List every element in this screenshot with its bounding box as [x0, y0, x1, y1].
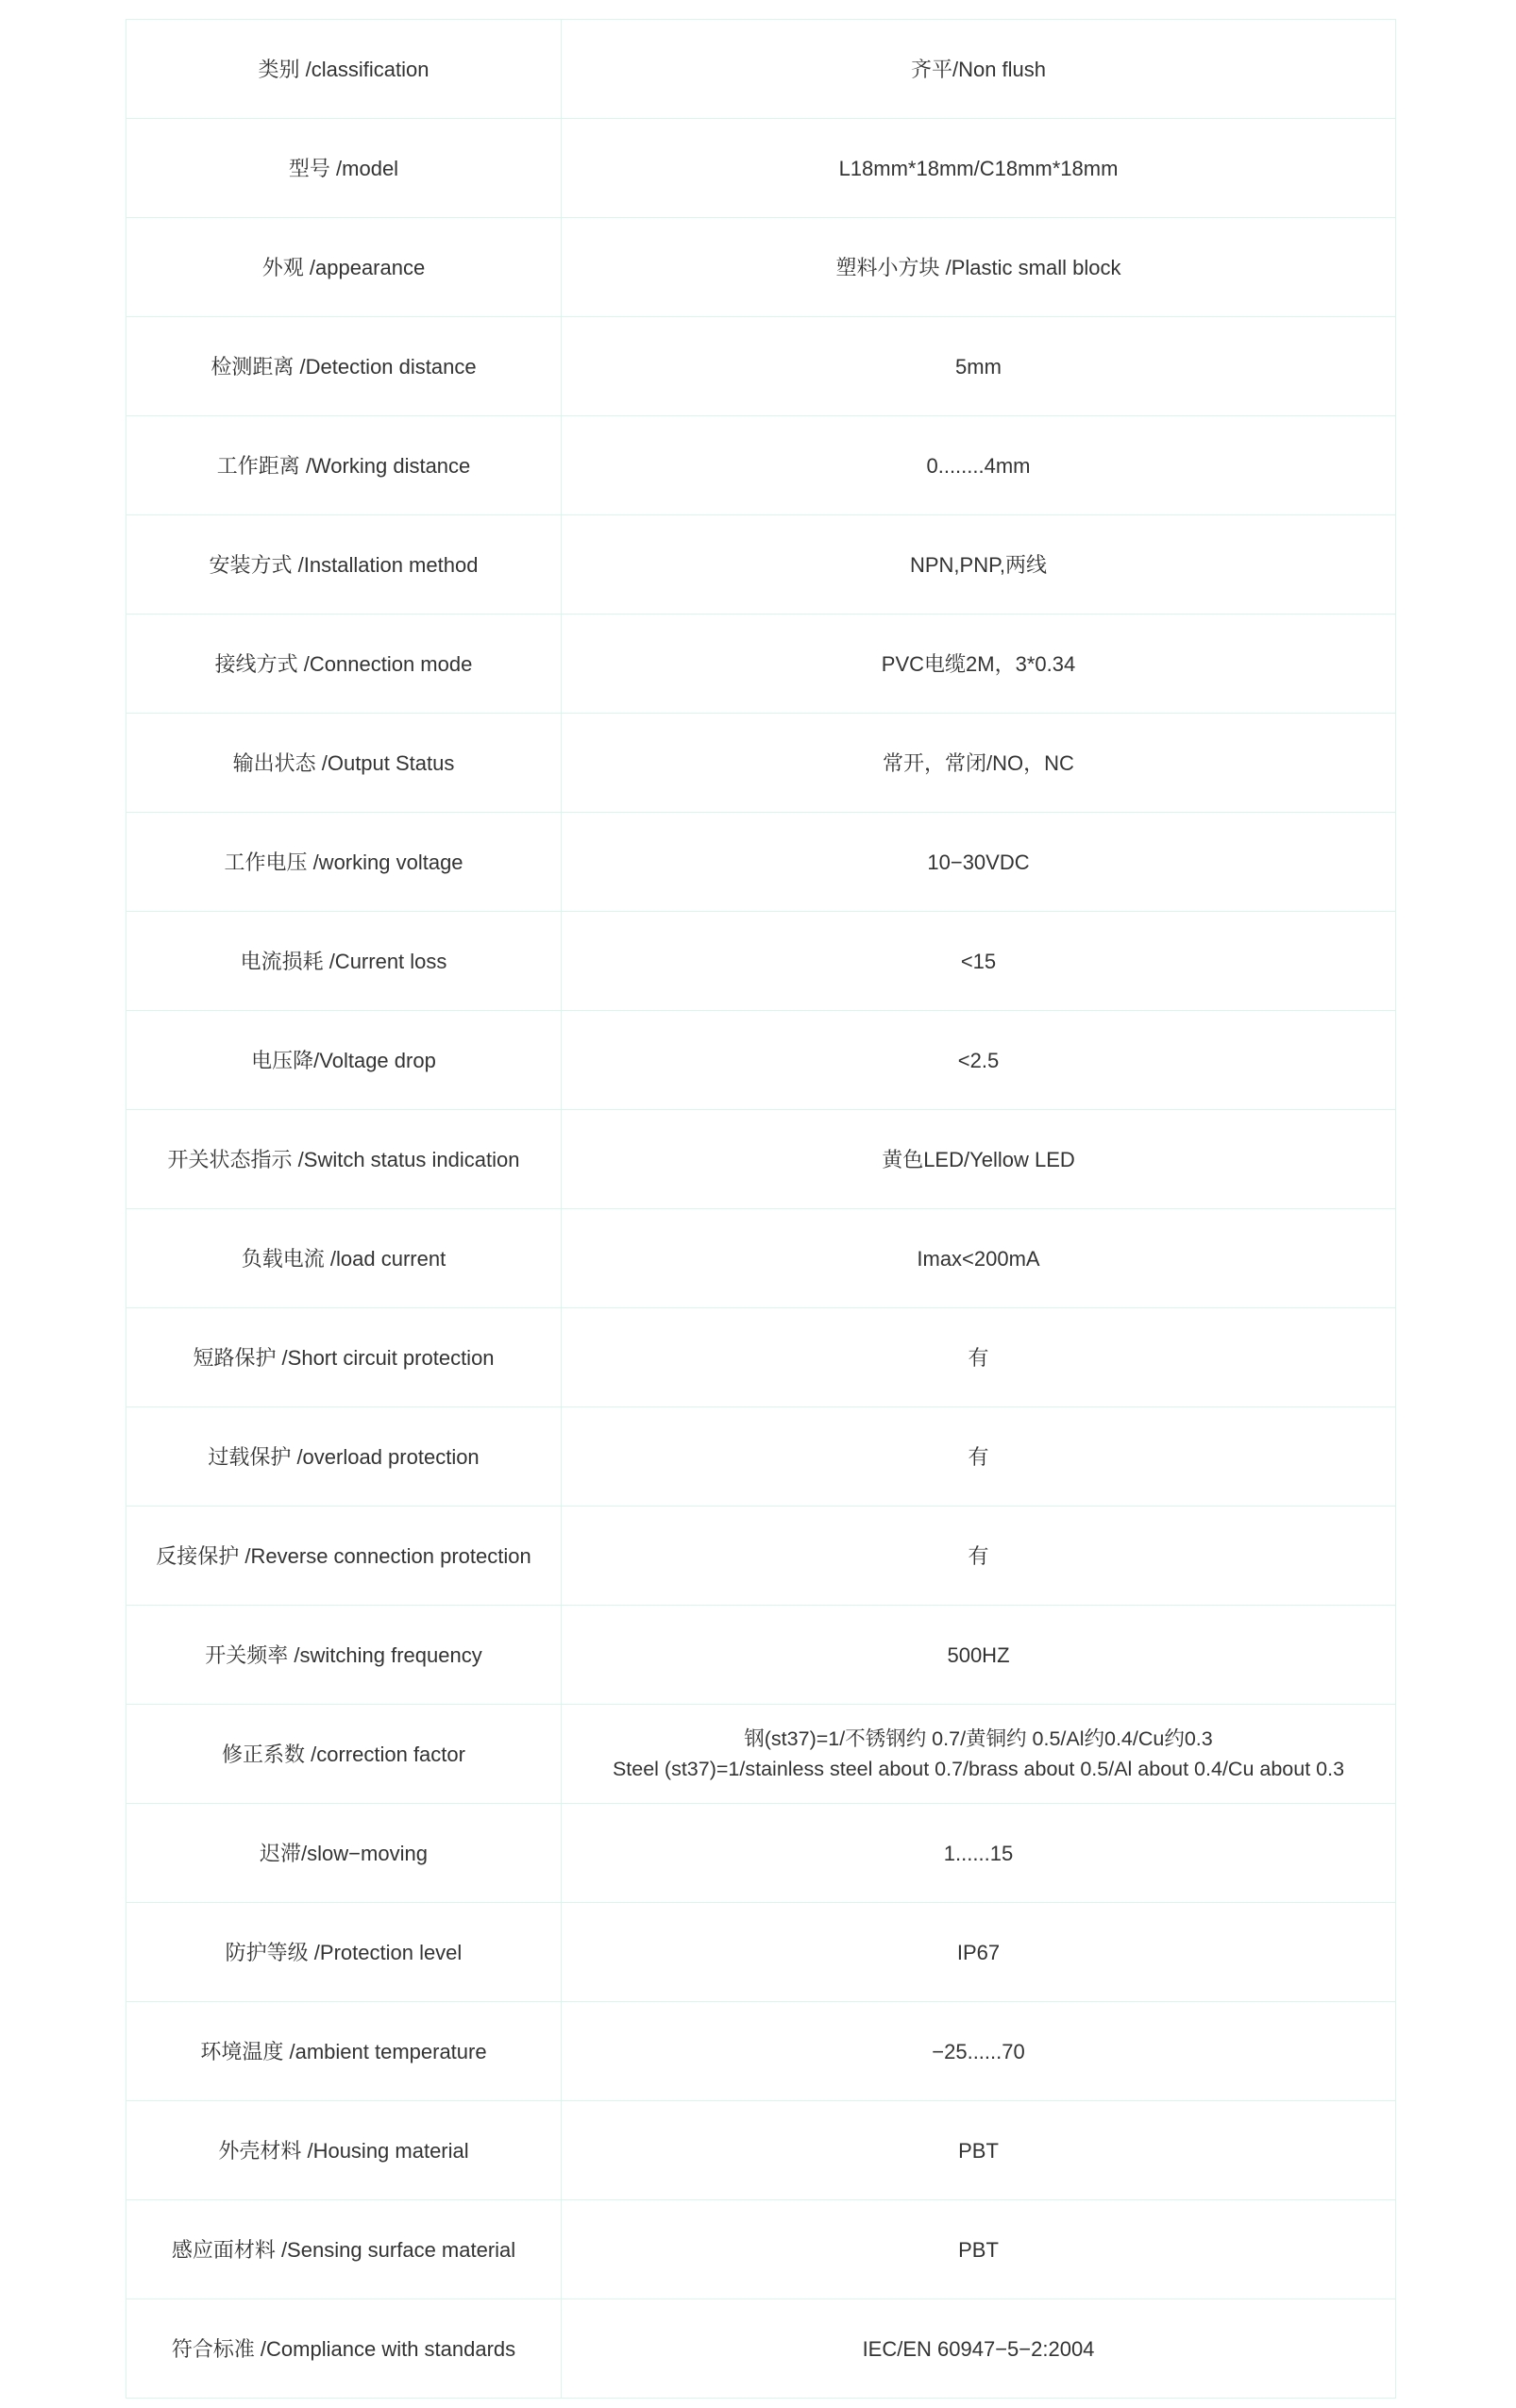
table-row [126, 1804, 1396, 1903]
parameter-label-cell: 环境温度 /ambient temperature [126, 2002, 562, 2101]
parameter-value-line: 钢(st37)=1/不锈钢约 0.7/黄铜约 0.5/Al约0.4/Cu约0.3 [744, 1726, 1213, 1750]
specification-table [126, 19, 1396, 2399]
parameter-label-cell: 开关频率 /switching frequency [126, 1606, 562, 1705]
parameter-value-cell: <2.5 [562, 1011, 1396, 1110]
parameter-value-cell: IP67 [562, 1903, 1396, 2002]
parameter-value-cell: <15 [562, 912, 1396, 1011]
table-row [126, 218, 1396, 317]
parameter-label-cell: 负载电流 /load current [126, 1209, 562, 1308]
table-row [126, 1507, 1396, 1606]
parameter-label-cell: 类别 /classification [126, 20, 562, 119]
parameter-label-cell: 开关状态指示 /Switch status indication [126, 1110, 562, 1209]
table-row [126, 615, 1396, 714]
parameter-label-cell: 接线方式 /Connection mode [126, 615, 562, 714]
parameter-value-cell: IEC/EN 60947−5−2:2004 [562, 2299, 1396, 2399]
parameter-value-cell: 1......15 [562, 1804, 1396, 1903]
parameter-label-cell: 安装方式 /Installation method [126, 515, 562, 615]
table-row [126, 2299, 1396, 2399]
table-row [126, 1308, 1396, 1407]
table-row [126, 1209, 1396, 1308]
table-row [126, 119, 1396, 218]
parameter-value-cell: 5mm [562, 317, 1396, 416]
parameter-value-cell: Imax<200mA [562, 1209, 1396, 1308]
table-row [126, 1011, 1396, 1110]
parameter-value-cell: 500HZ [562, 1606, 1396, 1705]
table-row [126, 912, 1396, 1011]
parameter-label-cell: 工作电压 /working voltage [126, 813, 562, 912]
table-row [126, 714, 1396, 813]
table-row [126, 1110, 1396, 1209]
parameter-value-cell: 有 [562, 1407, 1396, 1507]
parameter-label-cell: 迟滞/slow−moving [126, 1804, 562, 1903]
table-row [126, 416, 1396, 515]
parameter-label-cell: 电压降/Voltage drop [126, 1011, 562, 1110]
parameter-label-cell: 电流损耗 /Current loss [126, 912, 562, 1011]
table-row [126, 317, 1396, 416]
parameter-value-cell: L18mm*18mm/C18mm*18mm [562, 119, 1396, 218]
parameter-label-cell: 符合标准 /Compliance with standards [126, 2299, 562, 2399]
table-row [126, 2002, 1396, 2101]
parameter-value-cell: 10−30VDC [562, 813, 1396, 912]
table-row [126, 20, 1396, 119]
parameter-label-cell: 修正系数 /correction factor [126, 1705, 562, 1804]
parameter-label-cell: 外壳材料 /Housing material [126, 2101, 562, 2200]
parameter-label-cell: 检测距离 /Detection distance [126, 317, 562, 416]
parameter-value-cell: PBT [562, 2200, 1396, 2299]
parameter-value-line: Steel (st37)=1/stainless steel about 0.7/brass about 0.5/Al about 0.4/Cu about 0.3 [612, 1758, 1345, 1780]
parameter-label-cell: 防护等级 /Protection level [126, 1903, 562, 2002]
parameter-value-cell: 常开，常闭/NO，NC [562, 714, 1396, 813]
table-row [126, 813, 1396, 912]
parameter-label-cell: 外观 /appearance [126, 218, 562, 317]
table-row [126, 2101, 1396, 2200]
parameter-label-cell: 感应面材料 /Sensing surface material [126, 2200, 562, 2299]
parameter-value-cell: 黄色LED/Yellow LED [562, 1110, 1396, 1209]
parameter-value-cell: 有 [562, 1308, 1396, 1407]
table-row [126, 1407, 1396, 1507]
parameter-label-cell: 过载保护 /overload protection [126, 1407, 562, 1507]
parameter-label-cell: 工作距离 /Working distance [126, 416, 562, 515]
parameter-label-cell: 型号 /model [126, 119, 562, 218]
table-row [126, 515, 1396, 615]
parameter-value-cell: 齐平/Non flush [562, 20, 1396, 119]
parameter-value-cell: 塑料小方块 /Plastic small block [562, 218, 1396, 317]
specification-table-body [126, 20, 1396, 2399]
parameter-label-cell: 输出状态 /Output Status [126, 714, 562, 813]
table-row [126, 1606, 1396, 1705]
parameter-value-cell: PVC电缆2M，3*0.34 [562, 615, 1396, 714]
table-row [126, 1705, 1396, 1804]
specification-table-container [126, 19, 1395, 2399]
parameter-value-cell: NPN,PNP,两线 [562, 515, 1396, 615]
parameter-label-cell: 短路保护 /Short circuit protection [126, 1308, 562, 1407]
table-row [126, 1903, 1396, 2002]
parameter-value-cell: −25......70 [562, 2002, 1396, 2101]
parameter-value-cell: 0........4mm [562, 416, 1396, 515]
parameter-label-cell: 反接保护 /Reverse connection protection [126, 1507, 562, 1606]
parameter-value-cell: PBT [562, 2101, 1396, 2200]
parameter-value-cell: 有 [562, 1507, 1396, 1606]
table-row [126, 2200, 1396, 2299]
parameter-value-cell [562, 1705, 1396, 1804]
